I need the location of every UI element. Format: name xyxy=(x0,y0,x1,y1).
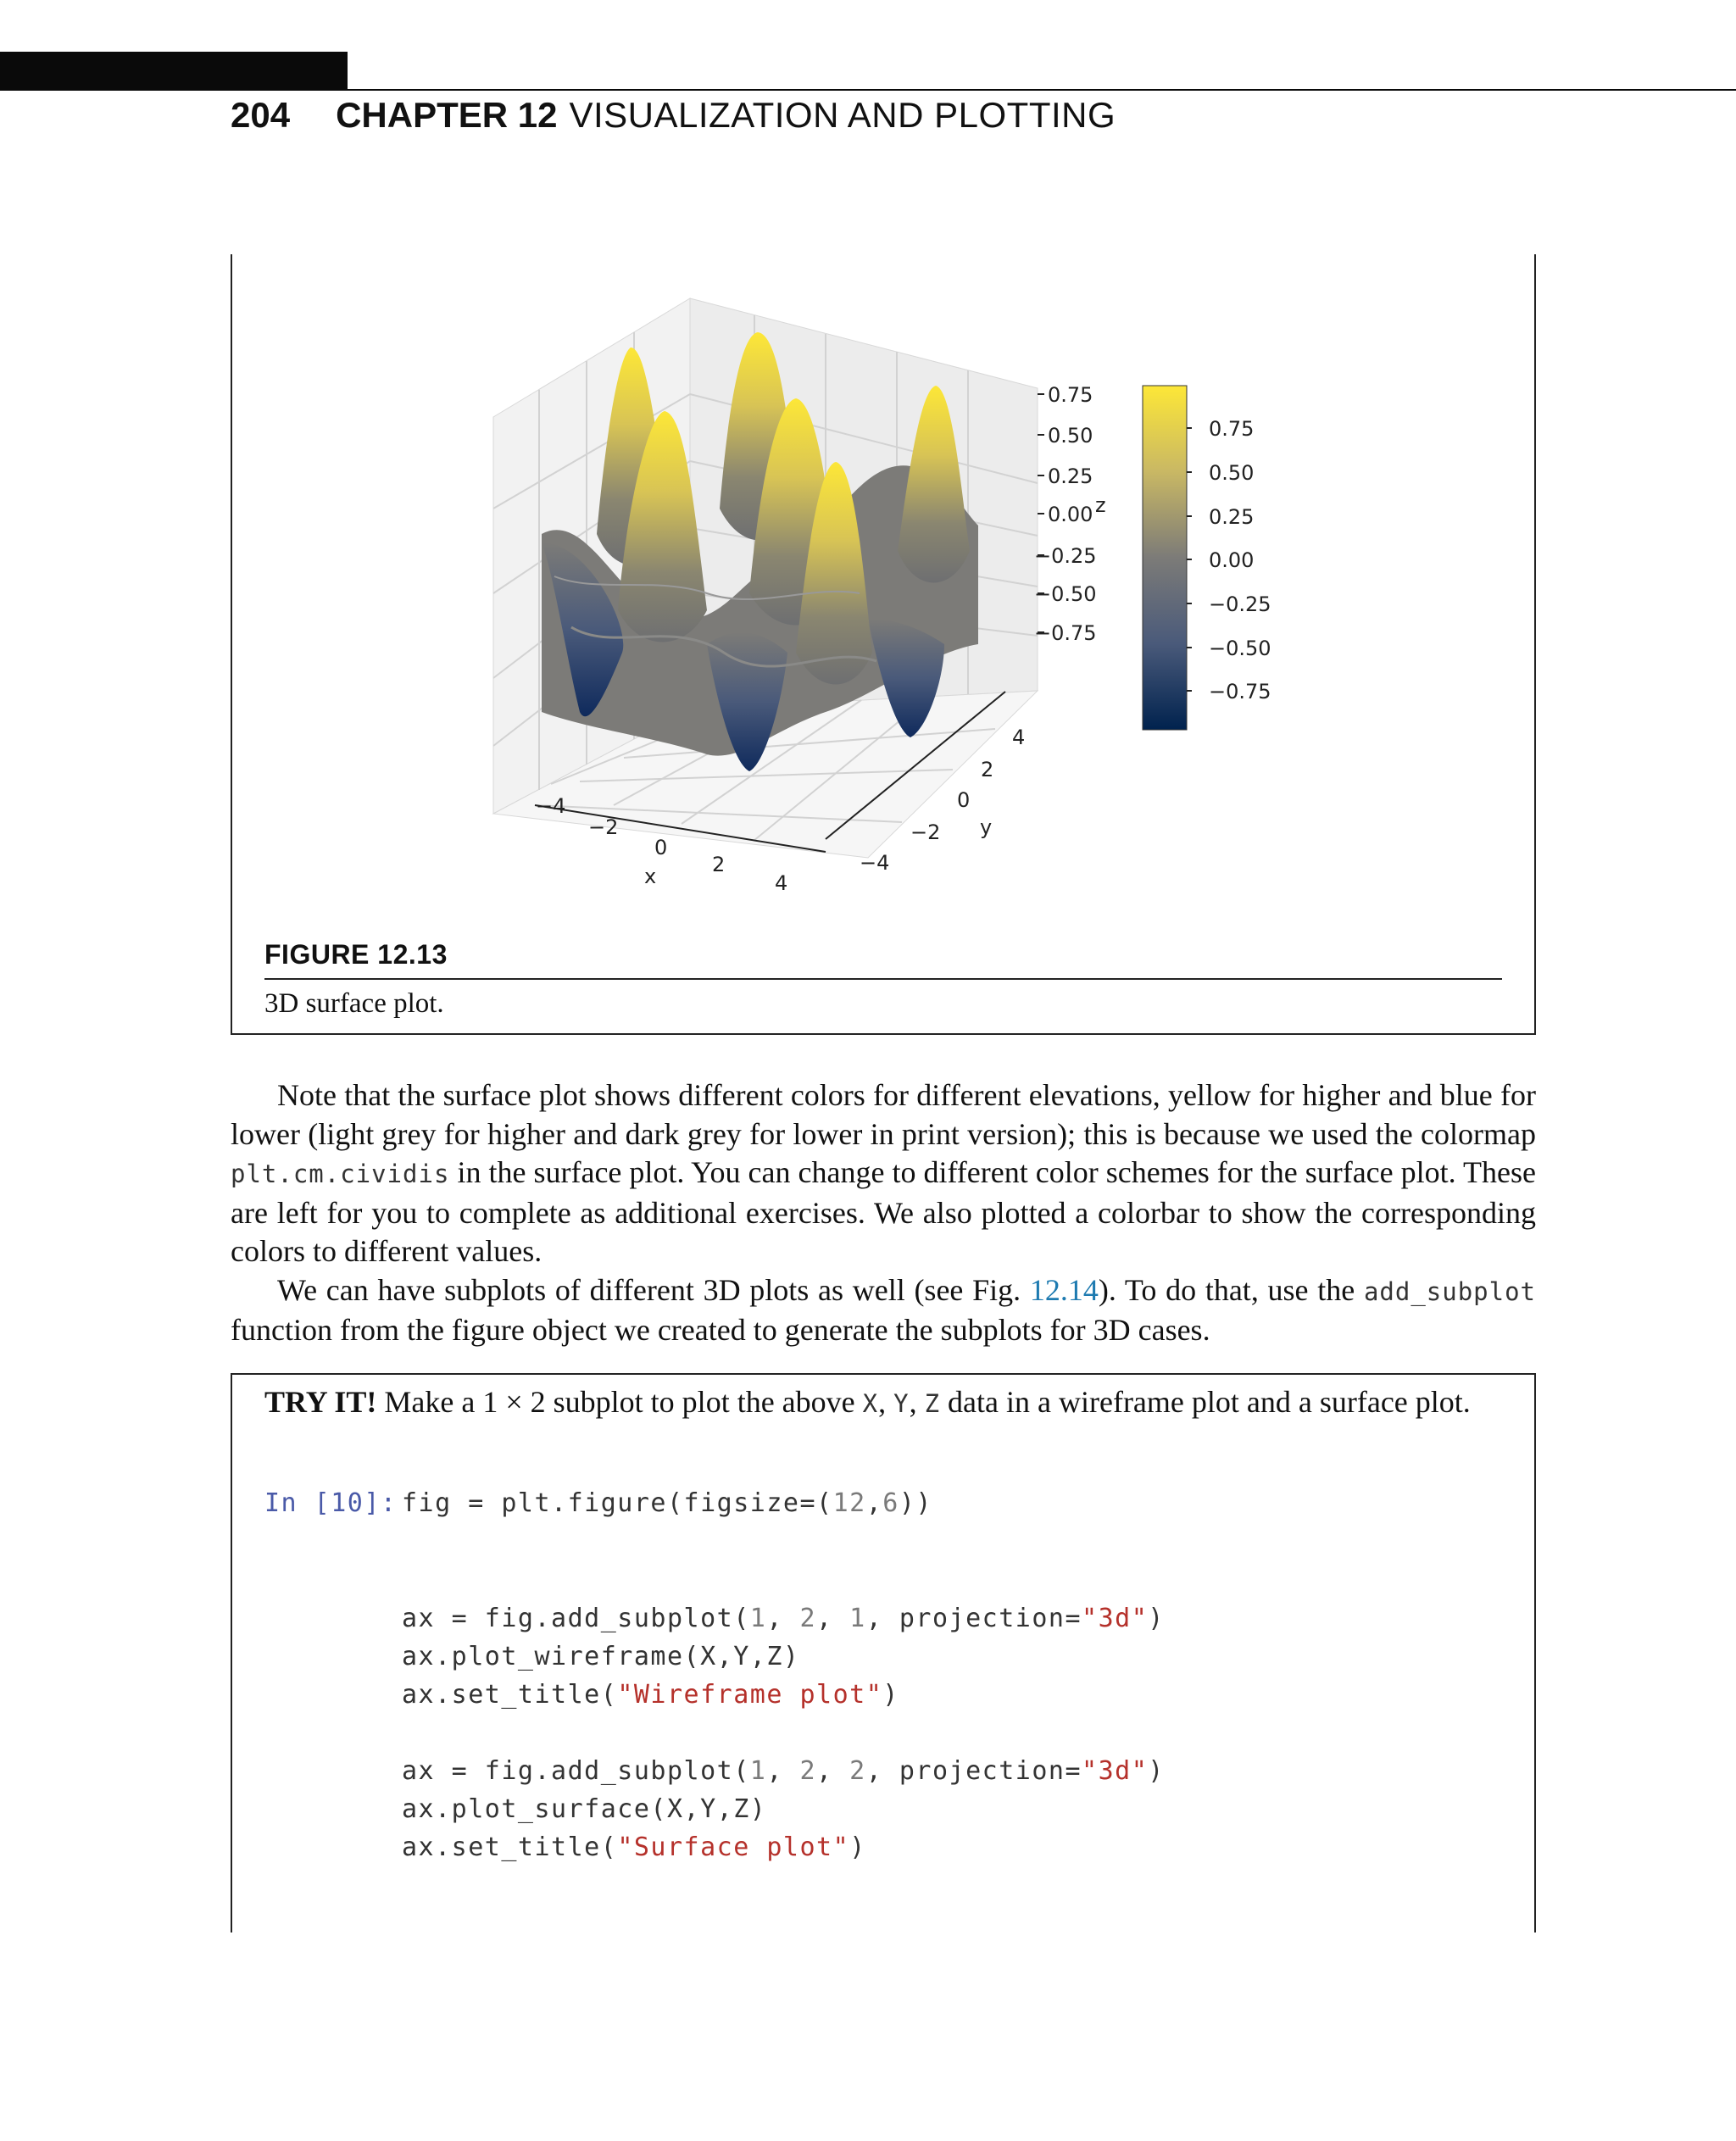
code-line: ax.plot_surface(X,Y,Z) xyxy=(402,1794,767,1824)
page-number: 204 xyxy=(231,95,291,135)
paragraph xyxy=(231,1076,1536,1271)
code-line: ax = fig.add_subplot(1, 2, 2, projection="3d") xyxy=(402,1756,1165,1786)
colorbar-tick-label: −0.25 xyxy=(1209,592,1271,616)
figure-caption: 3D surface plot. xyxy=(264,988,444,1019)
colorbar-tick-label: 0.25 xyxy=(1209,505,1255,529)
text-run: data in a wireframe plot and a surface plot. xyxy=(940,1385,1471,1419)
code-prompt: In [10]: xyxy=(264,1488,398,1518)
text-run: , xyxy=(909,1385,925,1419)
inline-code: plt.cm.cividis xyxy=(231,1159,450,1188)
text-run: , xyxy=(878,1385,894,1419)
z-tick-label: 0.75 xyxy=(1048,383,1093,407)
body-text xyxy=(231,1076,1536,1350)
x-tick-label: −4 xyxy=(536,794,566,818)
figure-label: FIGURE 12.13 xyxy=(264,939,448,970)
paragraph xyxy=(231,1271,1536,1350)
z-tick-label: 0.50 xyxy=(1048,424,1093,448)
header-black-bar xyxy=(0,52,348,89)
running-head xyxy=(231,95,1116,136)
text-run: in the surface plot. You can change to different color schemes for the surface plot. These are left for you to complete as additional exercises. We also plotted a colorbar to show the corresponding colors to different values. xyxy=(231,1155,1536,1268)
code-line: ax.set_title("Surface plot") xyxy=(402,1832,866,1862)
y-tick-label: 4 xyxy=(1012,726,1026,749)
try-it-box xyxy=(231,1373,1536,1932)
code-line: ax.set_title("Wireframe plot") xyxy=(402,1680,899,1710)
z-tick-label: −0.75 xyxy=(1034,621,1097,645)
figure-reference-link[interactable]: 12.14 xyxy=(1029,1272,1099,1307)
colorbar-tick-label: 0.75 xyxy=(1209,417,1255,441)
chapter-title: VISUALIZATION AND PLOTTING xyxy=(569,95,1116,135)
y-tick-label: 0 xyxy=(957,788,971,812)
code-line: ax.plot_wireframe(X,Y,Z) xyxy=(402,1642,800,1671)
text-run: Make a 1 × 2 subplot to plot the above xyxy=(376,1385,863,1419)
y-tick-label: 2 xyxy=(981,758,994,781)
text-run: ). To do that, use the xyxy=(1098,1272,1364,1307)
colorbar-gradient xyxy=(1143,386,1187,730)
code-line: ax = fig.add_subplot(1, 2, 1, projection="3d") xyxy=(402,1604,1165,1633)
surface-plot xyxy=(232,254,1534,932)
inline-code: X xyxy=(862,1389,879,1418)
y-tick-label: −4 xyxy=(860,851,890,875)
y-axis-label: y xyxy=(980,815,993,839)
z-tick-label: −0.50 xyxy=(1034,582,1097,606)
inline-code: Y xyxy=(893,1389,910,1418)
z-axis-label: z xyxy=(1095,493,1106,517)
x-tick-label: −2 xyxy=(588,815,619,839)
chapter-number: CHAPTER 12 xyxy=(336,95,558,135)
figure-caption-rule xyxy=(264,978,1502,980)
try-it-text xyxy=(264,1383,1504,1424)
x-tick-label: 0 xyxy=(654,836,668,859)
x-tick-label: 4 xyxy=(775,871,788,895)
colorbar-tick-label: −0.50 xyxy=(1209,637,1271,660)
colorbar-tick-label: 0.00 xyxy=(1209,548,1255,572)
x-axis-label: x xyxy=(644,865,657,888)
z-tick-label: 0.25 xyxy=(1048,464,1093,488)
z-tick-label: −0.25 xyxy=(1034,544,1097,568)
x-tick-label: 2 xyxy=(712,853,726,876)
inline-code: Z xyxy=(924,1389,941,1418)
inline-code: add_subplot xyxy=(1363,1276,1536,1306)
text-run: Note that the surface plot shows different colors for different elevations, yellow for higher and blue for lower (light grey for higher and dark grey for lower in print version); this is because we used the colormap xyxy=(231,1078,1536,1151)
try-it-lead: TRY IT! xyxy=(264,1385,377,1419)
header-rule xyxy=(0,89,1736,91)
text-run: We can have subplots of different 3D plots as well (see Fig. xyxy=(277,1272,1030,1307)
colorbar-tick-label: 0.50 xyxy=(1209,461,1255,485)
text-run: function from the figure object we created to generate the subplots for 3D cases. xyxy=(231,1313,1210,1347)
colorbar-tick-label: −0.75 xyxy=(1209,680,1271,703)
colorbar xyxy=(1143,386,1271,730)
figure-box xyxy=(231,254,1536,1035)
code-line: fig = plt.figure(figsize=(12,6)) xyxy=(402,1488,932,1518)
z-tick-label: 0.00 xyxy=(1048,503,1093,526)
y-tick-label: −2 xyxy=(910,820,941,844)
